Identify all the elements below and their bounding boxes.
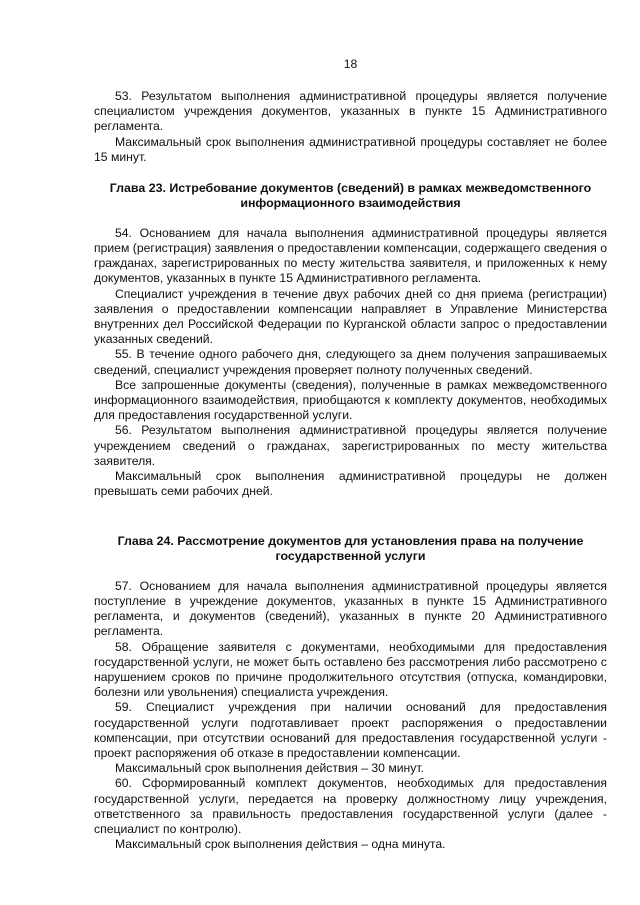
paragraph: 57. Основанием для начала выполнения административной процедуры является поступление в учреждение документов, указанных в пункте 15 Административного регламента, и документов (сведений), указанных в пункте 20 Административного регламента. (94, 578, 607, 639)
paragraph: Максимальный срок выполнения действия – одна минута. (115, 837, 446, 852)
paragraph: 56. Результатом выполнения административной процедуры является получение учреждением сведений о гражданах, зарегистрированных по месту жительства заявителя. (94, 423, 607, 468)
chapter-23-heading: Глава 23. Истребование документов (сведений) в рамках межведомственного информационного взаимодействия (109, 181, 592, 211)
chapter-24-section (94, 534, 607, 852)
chapter-24-heading: Глава 24. Рассмотрение документов для установления права на получение государственной услуги (117, 534, 584, 564)
paragraph: Максимальный срок выполнения административной процедуры не должен превышать семи рабочих дней. (94, 469, 607, 499)
paragraph: 55. В течение одного рабочего дня, следующего за днем получения запрашиваемых сведений, специалист учреждения проверяет полноту полученных сведений. (94, 347, 607, 377)
paragraph: Максимальный срок выполнения административной процедуры составляет не более 15 минут. (94, 134, 607, 164)
page-number: 18 (343, 57, 358, 71)
paragraph: 54. Основанием для начала выполнения административной процедуры является прием (регистрация) заявления о предоставлении компенсации, содержащего сведения о гражданах, зарегистрированных по месту жительства заявителя, и приложенных к нему документов, указанных в пункте 15 Административного регламента. (94, 225, 607, 286)
paragraph: Специалист учреждения в течение двух рабочих дней со дня приема (регистрации) заявления о предоставлении компенсации направляет в Управление Министерства внутренних дел Российской Федерации по Курганской области запрос о предоставлении указанных сведений. (94, 286, 607, 347)
paragraph: Максимальный срок выполнения действия – 30 минут. (115, 761, 424, 776)
intro-section (94, 89, 607, 165)
paragraph: Все запрошенные документы (сведения), полученные в рамках межведомственного информационного взаимодействия, приобщаются к комплекту документов, необходимых для предоставления государственной услуги. (94, 377, 607, 423)
paragraph: 60. Сформированный комплект документов, необходимых для предоставления государственной услуги, передается на проверку должностному лицу учреждения, ответственного за правильность предоставления государственной услуги (далее - специалист по контролю). (94, 776, 607, 837)
paragraph: 53. Результатом выполнения административной процедуры является получение специалистом учреждения документов, указанных в пункте 15 Административного регламента. (94, 89, 607, 134)
paragraph: 59. Специалист учреждения при наличии оснований для предоставления государственной услуги подготавливает проект распоряжения о предоставлении компенсации, при отсутствии оснований для предоставления государственной услуги - проект распоряжения об отказе в предоставлении компенсации. (94, 700, 607, 761)
chapter-23-section (94, 181, 607, 499)
paragraph: 58. Обращение заявителя с документами, необходимыми для предоставления государственной услуги, не может быть оставлено без рассмотрения либо рассмотрено с нарушением сроков по причине продолжительного отсутствия (отпуска, командировки, болезни или увольнения) специалиста учреждения. (94, 639, 607, 700)
